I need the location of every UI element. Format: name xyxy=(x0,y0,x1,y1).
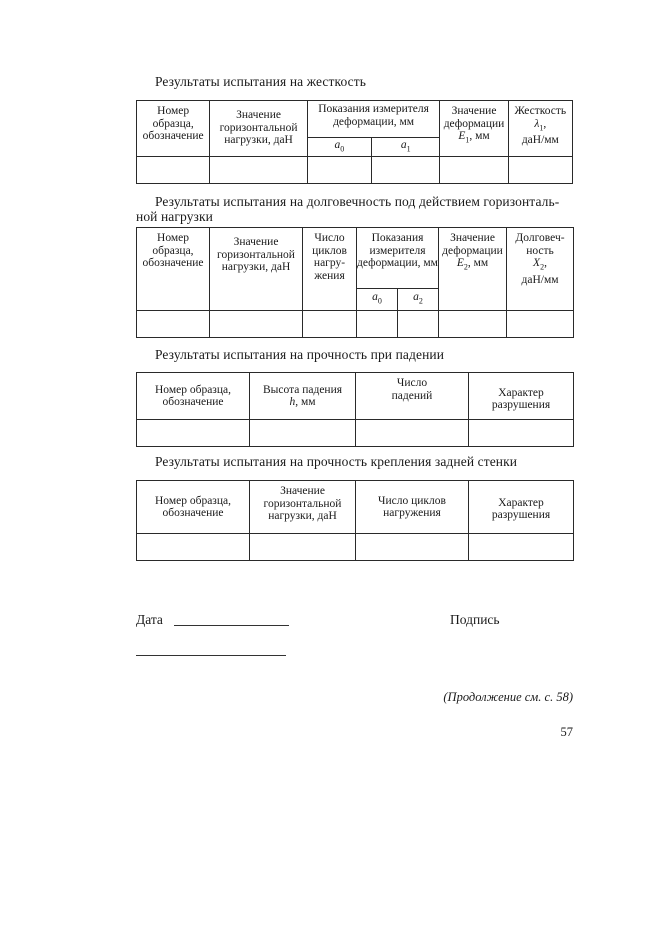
section1-title: Результаты испытания на жесткость xyxy=(155,74,366,89)
drop-test-table xyxy=(136,372,574,447)
section2-title xyxy=(155,193,559,210)
col-load: Значение горизонтальной нагрузки, даН xyxy=(250,481,356,534)
stiff-unit: даН/мм xyxy=(521,134,559,147)
col-deformation xyxy=(440,101,508,157)
col-height: Высота падения h, мм xyxy=(250,373,356,420)
col-a0: $a_0$ xyxy=(357,289,398,311)
col-damage: Характер разрушения xyxy=(469,373,574,420)
section2-title-line2: ной нагрузки xyxy=(136,209,213,224)
deform-sub: 1 xyxy=(465,135,470,145)
table-row xyxy=(137,534,574,561)
col-a0: $a_0$ xyxy=(307,138,371,157)
col-readings: Показания измерителя деформации, мм xyxy=(357,228,439,289)
deform-var: E xyxy=(458,130,466,142)
durability-table xyxy=(136,227,574,338)
col-sample: Номер образца, обозначение xyxy=(137,228,210,311)
col-deformation: Значение деформации $E_2$, мм xyxy=(439,228,507,311)
deform-label: Значение деформации xyxy=(443,105,505,130)
stiff-sub: 1 xyxy=(539,122,544,132)
col-cycles: Число циклов нагру-жения xyxy=(303,228,357,311)
signature-label: Подпись xyxy=(450,612,500,627)
signature-line xyxy=(136,655,286,656)
section4-title: Результаты испытания на прочность крепления задней стенки xyxy=(155,454,518,469)
section2-title-cont xyxy=(136,208,213,225)
col-load: Значение горизонтальной нагрузки, даН xyxy=(210,228,303,311)
page-number: 57 xyxy=(560,725,573,739)
stiff-var: λ xyxy=(534,117,540,130)
back-wall-table xyxy=(136,480,574,561)
table-row xyxy=(137,157,573,184)
table-row xyxy=(137,311,574,338)
section2-title-line1: Результаты испытания на долговечность под действием горизонталь- xyxy=(155,194,560,209)
col-a1: $a_1$ xyxy=(372,138,440,157)
col-load: Значение горизонтальной нагрузки, даН xyxy=(210,101,307,157)
col-drops: Число падений xyxy=(356,373,469,420)
section3-title: Результаты испытания на прочность при падении xyxy=(155,347,445,362)
continuation-note: (Продолжение см. с. 58) xyxy=(443,690,573,704)
col-stiffness: Жесткость $\lambda_1$, даН/мм xyxy=(508,101,572,157)
col-readings: Показания измерителя деформации, мм xyxy=(307,101,440,138)
col-sample: Номер образца, обозначение xyxy=(137,101,210,157)
col-cycles: Число циклов нагружения xyxy=(356,481,469,534)
date-line xyxy=(174,625,289,626)
col-sample: Номер образца, обозначение xyxy=(137,481,250,534)
date-label: Дата xyxy=(136,612,163,627)
stiff-label: Жесткость xyxy=(514,105,567,117)
table-row xyxy=(137,420,574,447)
col-a2: $a_2$ xyxy=(398,289,439,311)
col-damage: Характер разрушения xyxy=(469,481,574,534)
col-durability: Долговеч-ность $X_2$, даН/мм xyxy=(507,228,574,311)
col-sample: Номер образца, обозначение xyxy=(137,373,250,420)
stiffness-table xyxy=(136,100,573,184)
deform-unit: , мм xyxy=(469,130,490,142)
